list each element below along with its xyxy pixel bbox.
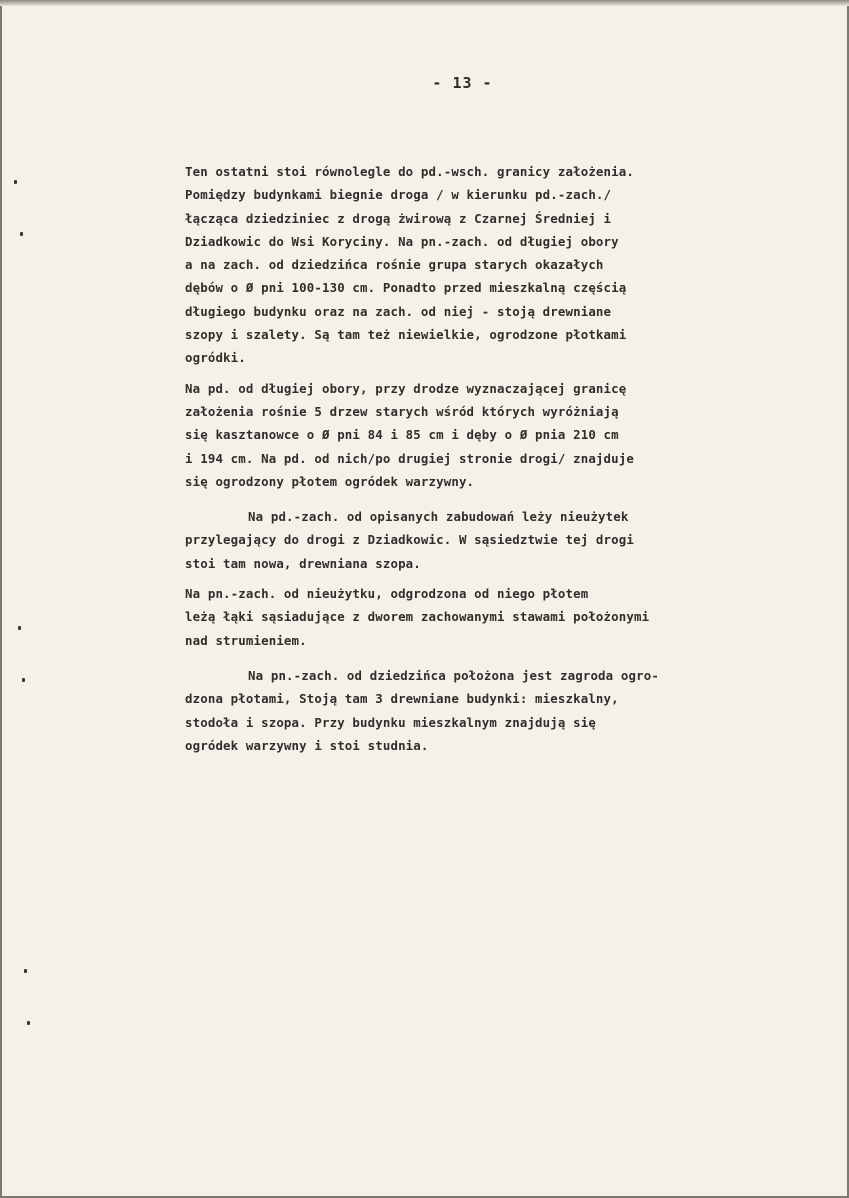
- text-line: a na zach. od dziedzińca rośnie grupa starych okazałych: [185, 257, 604, 273]
- margin-mark: [27, 1021, 30, 1025]
- text-line: Na pd. od długiej obory, przy drodze wyznaczającej granicę: [185, 380, 627, 396]
- paragraph-1: [185, 160, 835, 370]
- text-line: Na pn.-zach. od dziedzińca położona jest zagroda ogro-: [248, 667, 659, 683]
- paragraph-gap: [185, 493, 835, 505]
- text-line: stoi tam nowa, drewniana szopa.: [185, 555, 421, 571]
- paragraph-2: [185, 377, 835, 493]
- text-line: ogródki.: [185, 350, 246, 366]
- margin-mark: [24, 969, 27, 973]
- text-line: się kasztanowce o Ø pni 84 i 85 cm i dęby o Ø pnia 210 cm: [185, 427, 619, 443]
- text-line: założenia rośnie 5 drzew starych wśród których wyróżniają: [185, 403, 619, 419]
- margin-mark: [14, 180, 17, 184]
- text-line: długiego budynku oraz na zach. od niej - stoją drewniane: [185, 303, 612, 319]
- text-line: Pomiędzy budynkami biegnie droga / w kierunku pd.-zach./: [185, 187, 612, 203]
- text-line: dzona płotami, Stoją tam 3 drewniane budynki: mieszkalny,: [185, 691, 619, 707]
- text-line: stodoła i szopa. Przy budynku mieszkalnym znajdują się: [185, 714, 596, 730]
- text-line: i 194 cm. Na pd. od nich/po drugiej stronie drogi/ znajduje: [185, 450, 634, 466]
- paragraph-gap: [185, 652, 835, 664]
- text-line: Na pn.-zach. od nieużytku, odgrodzona od niego płotem: [185, 586, 589, 602]
- margin-mark: [18, 626, 21, 630]
- text-line: Dziadkowic do Wsi Koryciny. Na pn.-zach. od długiej obory: [185, 233, 619, 249]
- page-number: - 13 -: [432, 74, 493, 92]
- text-line: ogródek warzywny i stoi studnia.: [185, 737, 429, 753]
- text-line: przylegający do drogi z Dziadkowic. W sąsiedztwie tej drogi: [185, 532, 634, 548]
- body-text: [185, 160, 835, 757]
- page-top-edge: [0, 0, 849, 6]
- paragraph-4: [185, 582, 835, 652]
- text-line: leżą łąki sąsiadujące z dworem zachowanymi stawami położonymi: [185, 609, 650, 625]
- paragraph-5: [185, 664, 835, 757]
- text-line: Na pd.-zach. od opisanych zabudowań leży nieużytek: [248, 509, 629, 525]
- text-line: się ogrodzony płotem ogródek warzywny.: [185, 473, 475, 489]
- text-line: łącząca dziedziniec z drogą żwirową z Czarnej Średniej i: [185, 210, 612, 226]
- margin-mark: [20, 232, 23, 236]
- text-line: szopy i szalety. Są tam też niewielkie, ogrodzone płotkami: [185, 327, 627, 343]
- text-line: dębów o Ø pni 100-130 cm. Ponadto przed mieszkalną częścią: [185, 280, 627, 296]
- paragraph-gap: [185, 370, 835, 377]
- paragraph-3: [185, 505, 835, 575]
- margin-mark: [22, 678, 25, 682]
- paragraph-gap: [185, 575, 835, 582]
- text-line: nad strumieniem.: [185, 632, 307, 648]
- text-line: Ten ostatni stoi równolegle do pd.-wsch. granicy założenia.: [185, 164, 634, 179]
